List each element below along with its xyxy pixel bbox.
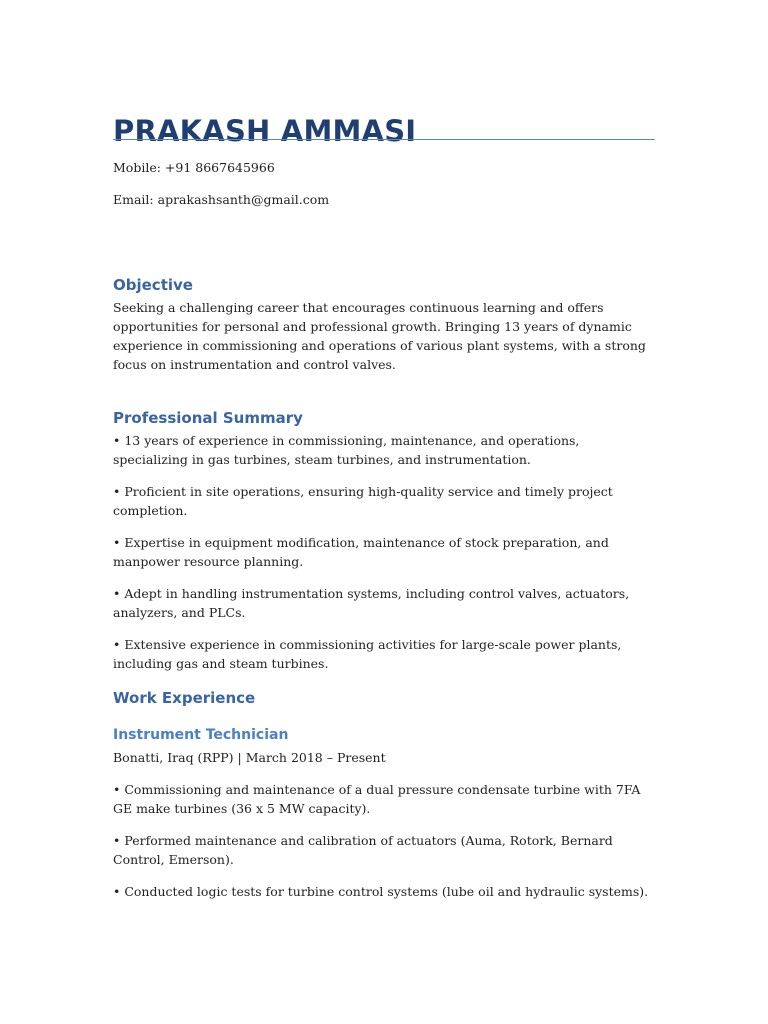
summary-item: • Adept in handling instrumentation systems, including control valves, actuators, analyzers, and PLCs. — [113, 586, 630, 620]
objective-heading: Objective — [113, 276, 193, 294]
summary-item: • Extensive experience in commissioning activities for large-scale power plants, including gas and steam turbines. — [113, 637, 622, 671]
work-experience-heading: Work Experience — [113, 689, 256, 707]
summary-item: • Expertise in equipment modification, maintenance of stock preparation, and manpower resource planning. — [113, 535, 609, 569]
summary-item: • 13 years of experience in commissioning, maintenance, and operations, specializing in gas turbines, steam turbines, and instrumentation. — [113, 433, 580, 467]
summary-item: • Proficient in site operations, ensuring high-quality service and timely project completion. — [113, 484, 613, 518]
contact-email: Email: aprakashsanth@gmail.com — [113, 192, 330, 207]
job-duty-item: • Conducted logic tests for turbine control systems (lube oil and hydraulic systems). — [113, 884, 649, 899]
objective-text: Seeking a challenging career that encourages continuous learning and offers opportunities for personal and professional growth. Bringing 13 years of dynamic experience in commissioning and operations of various plant systems, with a strong focus on instrumentation and control valves. — [113, 300, 646, 372]
job-duty-item: • Performed maintenance and calibration of actuators (Auma, Rotork, Bernard Control, Emerson). — [113, 833, 613, 867]
professional-summary-heading: Professional Summary — [113, 409, 303, 427]
header-divider — [113, 139, 655, 140]
job-meta: Bonatti, Iraq (RPP) | March 2018 – Present — [113, 750, 386, 765]
candidate-name: PRAKASH AMMASI — [113, 114, 417, 149]
job-title: Instrument Technician — [113, 727, 289, 743]
contact-mobile: Mobile: +91 8667645966 — [113, 160, 275, 175]
professional-summary-list — [113, 431, 655, 686]
job-duty-item: • Commissioning and maintenance of a dual pressure condensate turbine with 7FA GE make turbines (36 x 5 MW capacity). — [113, 782, 641, 816]
job-duties-list — [113, 780, 655, 914]
